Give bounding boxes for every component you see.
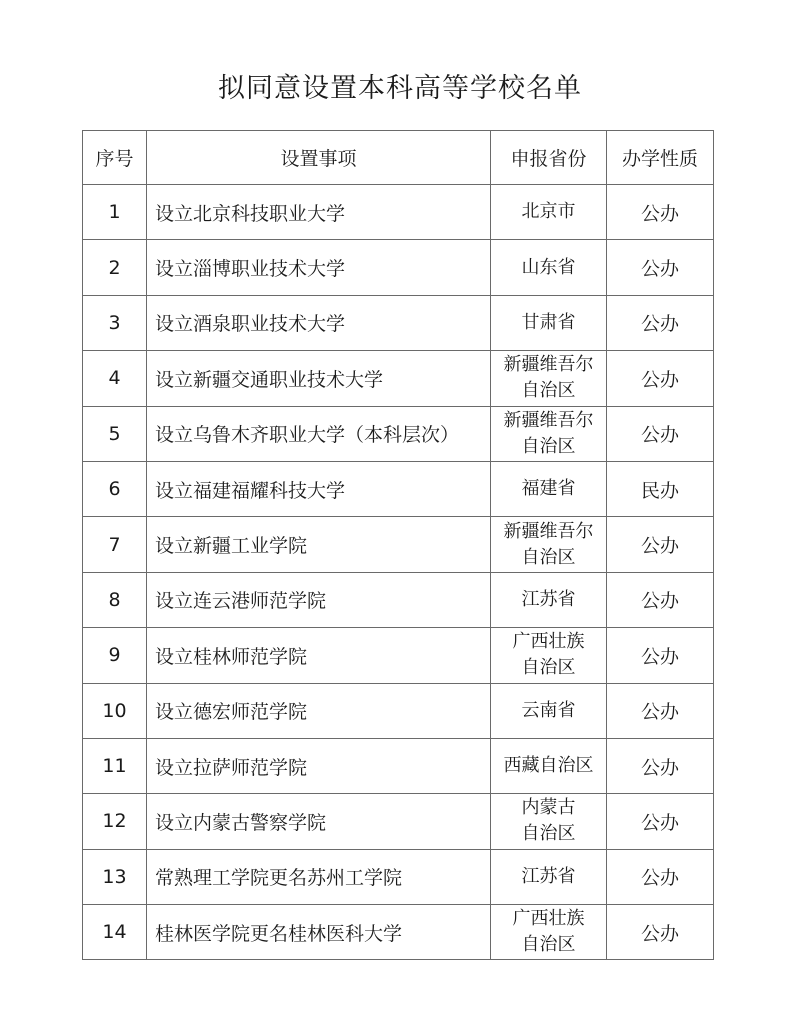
row-item: 设立拉萨师范学院: [147, 738, 491, 793]
row-province: [491, 683, 607, 738]
row-province: [491, 295, 607, 350]
row-type: 公办: [607, 683, 714, 738]
row-type: 公办: [607, 905, 714, 960]
row-type: 公办: [607, 351, 714, 406]
row-province: [491, 185, 607, 240]
row-item: 常熟理工学院更名苏州工学院: [147, 849, 491, 904]
table-row: [83, 683, 714, 738]
table-body: [83, 185, 714, 960]
row-number: 1: [83, 185, 147, 240]
province-line: 西藏自治区: [503, 755, 594, 777]
row-item: 设立北京科技职业大学: [147, 185, 491, 240]
table-row: [83, 738, 714, 793]
row-number: 12: [83, 794, 147, 849]
row-province: [491, 406, 607, 461]
row-province: [491, 572, 607, 627]
row-number: 9: [83, 628, 147, 683]
province-line: 内蒙古: [521, 797, 576, 819]
table-header-row: [83, 131, 714, 185]
row-number: 14: [83, 905, 147, 960]
row-number: 11: [83, 738, 147, 793]
row-item: 设立福建福耀科技大学: [147, 461, 491, 516]
row-number: 8: [83, 572, 147, 627]
province-line: 江苏省: [521, 588, 576, 610]
province-line: 山东省: [521, 256, 576, 278]
row-number: 7: [83, 517, 147, 572]
row-type: 公办: [607, 295, 714, 350]
table-row: [83, 295, 714, 350]
table-row: [83, 240, 714, 295]
table-row: [83, 185, 714, 240]
row-province: [491, 351, 607, 406]
row-type: 公办: [607, 628, 714, 683]
province-line: 广西壮族: [512, 631, 585, 653]
row-item: 设立酒泉职业技术大学: [147, 295, 491, 350]
header-province: 申报省份: [491, 131, 607, 185]
row-item: 设立淄博职业技术大学: [147, 240, 491, 295]
row-item: 设立德宏师范学院: [147, 683, 491, 738]
row-province: [491, 517, 607, 572]
province-line: 新疆维吾尔: [503, 409, 594, 431]
province-line: 甘肃省: [521, 311, 576, 333]
row-item: 设立内蒙古警察学院: [147, 794, 491, 849]
province-line: 自治区: [521, 435, 576, 457]
row-item: 设立新疆交通职业技术大学: [147, 351, 491, 406]
row-province: [491, 738, 607, 793]
row-number: 4: [83, 351, 147, 406]
row-province: [491, 628, 607, 683]
row-number: 3: [83, 295, 147, 350]
row-type: 公办: [607, 517, 714, 572]
school-list-table: [82, 130, 714, 960]
row-item: 桂林医学院更名桂林医科大学: [147, 905, 491, 960]
row-province: [491, 461, 607, 516]
province-line: 北京市: [521, 201, 576, 223]
page-title: 拟同意设置本科高等学校名单: [218, 73, 582, 105]
row-number: 13: [83, 849, 147, 904]
row-type: 公办: [607, 794, 714, 849]
row-item: 设立桂林师范学院: [147, 628, 491, 683]
row-province: [491, 849, 607, 904]
table-row: [83, 905, 714, 960]
table-row: [83, 628, 714, 683]
province-line: 自治区: [521, 823, 576, 845]
table-row: [83, 406, 714, 461]
province-line: 江苏省: [521, 865, 576, 887]
province-line: 新疆维吾尔: [503, 354, 594, 376]
province-line: 自治区: [521, 380, 576, 402]
row-type: 公办: [607, 572, 714, 627]
province-line: 自治区: [521, 546, 576, 568]
header-no: 序号: [83, 131, 147, 185]
province-line: 广西壮族: [512, 908, 585, 930]
header-item: 设置事项: [147, 131, 491, 185]
row-type: 公办: [607, 406, 714, 461]
row-type: 公办: [607, 849, 714, 904]
row-number: 2: [83, 240, 147, 295]
table-row: [83, 461, 714, 516]
table-row: [83, 794, 714, 849]
row-item: 设立新疆工业学院: [147, 517, 491, 572]
table-row: [83, 572, 714, 627]
table-row: [83, 849, 714, 904]
row-province: [491, 240, 607, 295]
row-type: 公办: [607, 738, 714, 793]
row-type: 公办: [607, 240, 714, 295]
row-number: 5: [83, 406, 147, 461]
row-item: 设立连云港师范学院: [147, 572, 491, 627]
row-item: 设立乌鲁木齐职业大学（本科层次）: [147, 406, 491, 461]
province-line: 福建省: [521, 478, 576, 500]
header-type: 办学性质: [607, 131, 714, 185]
table-row: [83, 517, 714, 572]
row-province: [491, 905, 607, 960]
row-number: 10: [83, 683, 147, 738]
row-number: 6: [83, 461, 147, 516]
province-line: 云南省: [521, 699, 576, 721]
province-line: 自治区: [521, 657, 576, 679]
province-line: 自治区: [521, 934, 576, 956]
province-line: 新疆维吾尔: [503, 520, 594, 542]
table-row: [83, 351, 714, 406]
row-province: [491, 794, 607, 849]
row-type: 公办: [607, 185, 714, 240]
row-type: 民办: [607, 461, 714, 516]
